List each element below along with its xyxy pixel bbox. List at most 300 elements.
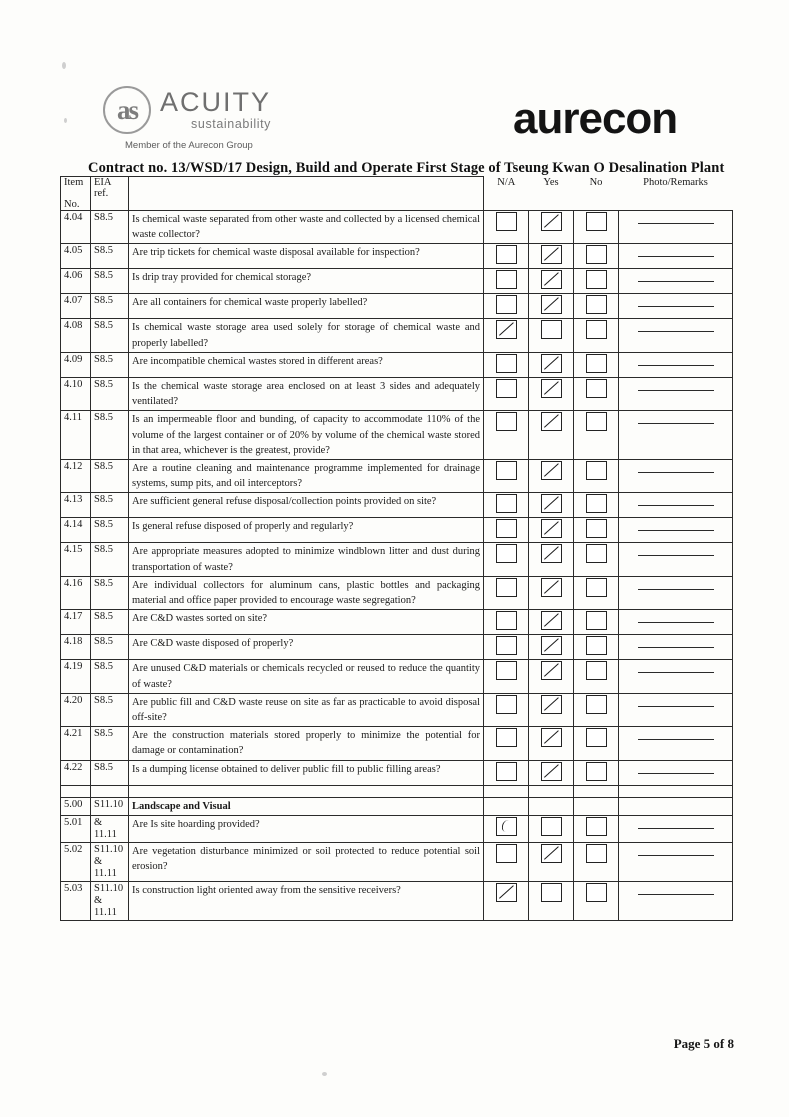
col-header-no-blank: [574, 199, 619, 211]
row-description: Is general refuse disposed of properly and regularly?: [129, 518, 484, 543]
na-cell[interactable]: [484, 660, 529, 693]
remarks-write-line: [638, 578, 714, 590]
na-checkbox[interactable]: [496, 544, 517, 563]
col-header-yes-blank: [529, 199, 574, 211]
yes-cell[interactable]: [529, 459, 574, 492]
yes-checkbox[interactable]: [541, 354, 562, 373]
na-cell[interactable]: [484, 269, 529, 294]
row-eia-ref: S8.5: [91, 294, 129, 319]
col-header-eia: EIA ref.: [91, 177, 129, 200]
no-cell[interactable]: [574, 244, 619, 269]
yes-checkbox[interactable]: [541, 245, 562, 264]
no-cell[interactable]: [574, 352, 619, 377]
yes-cell[interactable]: [529, 269, 574, 294]
photo-remarks-cell[interactable]: [619, 727, 733, 760]
na-cell[interactable]: [484, 493, 529, 518]
row-eia-ref: S8.5: [91, 543, 129, 576]
yes-cell[interactable]: [529, 727, 574, 760]
row-item-no: 4.08: [61, 319, 91, 352]
yes-cell[interactable]: [529, 244, 574, 269]
no-checkbox[interactable]: [586, 212, 607, 231]
na-checkbox[interactable]: [496, 762, 517, 781]
yes-checkbox[interactable]: [541, 844, 562, 863]
no-cell[interactable]: [574, 543, 619, 576]
yes-cell[interactable]: [529, 660, 574, 693]
yes-cell[interactable]: [529, 543, 574, 576]
row-eia-ref: S11.10 & 11.11: [91, 882, 129, 921]
photo-remarks-cell[interactable]: [619, 882, 733, 921]
remarks-write-line: [638, 320, 714, 332]
acuity-mark-icon: as: [103, 86, 151, 134]
spacer-cell: [619, 785, 733, 797]
na-checkbox[interactable]: [496, 295, 517, 314]
row-eia-ref: S8.5: [91, 693, 129, 726]
no-cell[interactable]: [574, 459, 619, 492]
na-cell[interactable]: [484, 352, 529, 377]
yes-cell[interactable]: [529, 635, 574, 660]
scan-speck: [322, 1072, 327, 1076]
table-row: [61, 727, 733, 760]
yes-cell[interactable]: [529, 211, 574, 244]
acuity-logo: [103, 86, 271, 134]
col-header-desc: [129, 177, 484, 200]
row-eia-ref: S8.5: [91, 244, 129, 269]
yes-checkbox[interactable]: [541, 883, 562, 902]
photo-remarks-cell[interactable]: [619, 660, 733, 693]
photo-remarks-cell[interactable]: [619, 294, 733, 319]
acuity-tagline: sustainability: [191, 117, 272, 132]
no-checkbox[interactable]: [586, 354, 607, 373]
yes-cell[interactable]: [529, 815, 574, 842]
col-header-photo-blank: [619, 199, 733, 211]
table-row: [61, 211, 733, 244]
row-item-no: 4.20: [61, 693, 91, 726]
row-description: Is the chemical waste storage area enclosed on at least 3 sides and adequately ventilated?: [129, 377, 484, 410]
na-checkbox[interactable]: [496, 379, 517, 398]
spacer-row: [61, 785, 733, 797]
photo-remarks-cell[interactable]: [619, 244, 733, 269]
row-eia-ref: S8.5: [91, 459, 129, 492]
remarks-write-line: [638, 611, 714, 623]
row-eia-ref: S8.5: [91, 319, 129, 352]
na-checkbox[interactable]: [496, 212, 517, 231]
na-cell[interactable]: [484, 244, 529, 269]
no-checkbox[interactable]: [586, 295, 607, 314]
remarks-write-line: [638, 412, 714, 424]
no-checkbox[interactable]: [586, 844, 607, 863]
table-header-row-2: [61, 199, 733, 211]
row-item-no: 4.07: [61, 294, 91, 319]
remarks-write-line: [638, 661, 714, 673]
row-eia-ref: S8.5: [91, 610, 129, 635]
no-checkbox[interactable]: [586, 320, 607, 339]
checklist-table: [60, 176, 733, 921]
no-cell[interactable]: [574, 660, 619, 693]
photo-remarks-cell[interactable]: [619, 493, 733, 518]
yes-checkbox[interactable]: [541, 519, 562, 538]
row-eia-ref: S11.10: [91, 797, 129, 815]
yes-checkbox[interactable]: [541, 295, 562, 314]
remarks-write-line: [638, 844, 714, 856]
no-checkbox[interactable]: [586, 883, 607, 902]
na-cell[interactable]: [484, 610, 529, 635]
remarks-write-line: [638, 461, 714, 473]
photo-remarks-cell[interactable]: [619, 319, 733, 352]
remarks-write-line: [638, 544, 714, 556]
row-item-no: 4.17: [61, 610, 91, 635]
yes-cell[interactable]: [529, 411, 574, 460]
no-checkbox[interactable]: [586, 461, 607, 480]
no-cell[interactable]: [574, 727, 619, 760]
row-eia-ref: S8.5: [91, 377, 129, 410]
no-checkbox[interactable]: [586, 379, 607, 398]
na-cell[interactable]: [484, 518, 529, 543]
spacer-cell: [129, 785, 484, 797]
na-checkbox[interactable]: [496, 695, 517, 714]
na-checkbox[interactable]: [496, 636, 517, 655]
na-cell[interactable]: [484, 211, 529, 244]
no-checkbox[interactable]: [586, 519, 607, 538]
photo-remarks-cell[interactable]: [619, 610, 733, 635]
yes-checkbox[interactable]: [541, 817, 562, 836]
row-item-no: 4.13: [61, 493, 91, 518]
no-cell[interactable]: [574, 635, 619, 660]
no-cell[interactable]: [574, 760, 619, 785]
yes-cell[interactable]: [529, 518, 574, 543]
row-item-no: 4.12: [61, 459, 91, 492]
photo-remarks-cell[interactable]: [619, 842, 733, 881]
table-row: [61, 576, 733, 609]
spacer-cell: [61, 785, 91, 797]
section-heading: Landscape and Visual: [129, 797, 484, 815]
no-checkbox[interactable]: [586, 636, 607, 655]
row-eia-ref: & 11.11: [91, 815, 129, 842]
yes-checkbox[interactable]: [541, 578, 562, 597]
na-checkbox[interactable]: [496, 354, 517, 373]
row-eia-ref: S8.5: [91, 211, 129, 244]
table-row: [61, 842, 733, 881]
section-blank-cell: [619, 797, 733, 815]
no-checkbox[interactable]: [586, 494, 607, 513]
table-row: [61, 352, 733, 377]
row-item-no: 5.00: [61, 797, 91, 815]
na-checkbox[interactable]: [496, 728, 517, 747]
row-item-no: 5.02: [61, 842, 91, 881]
row-description: Are sufficient general refuse disposal/collection points provided on site?: [129, 493, 484, 518]
row-item-no: 4.06: [61, 269, 91, 294]
na-checkbox[interactable]: [496, 883, 517, 902]
row-item-no: 4.14: [61, 518, 91, 543]
photo-remarks-cell[interactable]: [619, 693, 733, 726]
no-cell[interactable]: [574, 294, 619, 319]
yes-cell[interactable]: [529, 760, 574, 785]
yes-checkbox[interactable]: [541, 379, 562, 398]
no-cell[interactable]: [574, 518, 619, 543]
na-cell[interactable]: [484, 459, 529, 492]
remarks-write-line: [638, 354, 714, 366]
no-cell[interactable]: [574, 882, 619, 921]
na-checkbox[interactable]: [496, 461, 517, 480]
row-eia-ref: S8.5: [91, 269, 129, 294]
na-checkbox[interactable]: [496, 844, 517, 863]
yes-cell[interactable]: [529, 493, 574, 518]
na-checkbox[interactable]: [496, 320, 517, 339]
table-row: [61, 635, 733, 660]
no-checkbox[interactable]: [586, 817, 607, 836]
spacer-cell: [484, 785, 529, 797]
no-cell[interactable]: [574, 377, 619, 410]
yes-checkbox[interactable]: [541, 461, 562, 480]
no-checkbox[interactable]: [586, 544, 607, 563]
row-description: Is chemical waste storage area used solely for storage of chemical waste and properly labelled?: [129, 319, 484, 352]
row-eia-ref-line2: 11.11: [94, 907, 117, 919]
checklist-rows: [61, 211, 733, 921]
photo-remarks-cell[interactable]: [619, 518, 733, 543]
photo-remarks-cell[interactable]: [619, 815, 733, 842]
remarks-write-line: [638, 295, 714, 307]
na-cell[interactable]: [484, 319, 529, 352]
remarks-write-line: [638, 695, 714, 707]
no-cell[interactable]: [574, 576, 619, 609]
remarks-write-line: [638, 270, 714, 282]
table-row: [61, 377, 733, 410]
no-cell[interactable]: [574, 269, 619, 294]
row-description: Are trip tickets for chemical waste disposal available for inspection?: [129, 244, 484, 269]
table-row: [61, 610, 733, 635]
photo-remarks-cell[interactable]: [619, 269, 733, 294]
yes-cell[interactable]: [529, 352, 574, 377]
row-eia-ref: S8.5: [91, 660, 129, 693]
no-cell[interactable]: [574, 411, 619, 460]
na-cell[interactable]: [484, 815, 529, 842]
no-cell[interactable]: [574, 493, 619, 518]
photo-remarks-cell[interactable]: [619, 760, 733, 785]
remarks-write-line: [638, 817, 714, 829]
table-row: [61, 411, 733, 460]
photo-remarks-cell[interactable]: [619, 377, 733, 410]
row-description: Is an impermeable floor and bunding, of capacity to accommodate 110% of the volume of the largest container or of 20% by volume of the chemical waste stored in that area, whichever is the greatest, provide?: [129, 411, 484, 460]
remarks-write-line: [638, 245, 714, 257]
table-row: [61, 518, 733, 543]
no-cell[interactable]: [574, 211, 619, 244]
row-description: Are C&D waste disposed of properly?: [129, 635, 484, 660]
section-blank-cell: [484, 797, 529, 815]
table-row: [61, 493, 733, 518]
yes-cell[interactable]: [529, 693, 574, 726]
row-description: Are a routine cleaning and maintenance programme implemented for drainage systems, sump pits, and oil interceptors?: [129, 459, 484, 492]
spacer-cell: [574, 785, 619, 797]
row-item-no: 4.10: [61, 377, 91, 410]
yes-checkbox[interactable]: [541, 270, 562, 289]
row-item-no: 4.09: [61, 352, 91, 377]
table-row: [61, 660, 733, 693]
no-checkbox[interactable]: [586, 412, 607, 431]
na-checkbox[interactable]: [496, 817, 517, 836]
photo-remarks-cell[interactable]: [619, 543, 733, 576]
no-checkbox[interactable]: [586, 270, 607, 289]
row-item-no: 4.21: [61, 727, 91, 760]
section-blank-cell: [574, 797, 619, 815]
yes-cell[interactable]: [529, 294, 574, 319]
page-title: Contract no. 13/WSD/17 Design, Build and Operate First Stage of Tseung Kwan O Desalination Plant: [88, 160, 725, 176]
na-checkbox[interactable]: [496, 578, 517, 597]
no-checkbox[interactable]: [586, 661, 607, 680]
no-cell[interactable]: [574, 693, 619, 726]
aurecon-logo: aurecon: [513, 94, 678, 143]
photo-remarks-cell[interactable]: [619, 635, 733, 660]
page-number: Page 5 of 8: [673, 1036, 734, 1051]
row-item-no: 4.16: [61, 576, 91, 609]
no-checkbox[interactable]: [586, 695, 607, 714]
row-eia-ref: S8.5: [91, 493, 129, 518]
na-cell[interactable]: [484, 635, 529, 660]
row-description: Is chemical waste separated from other waste and collected by a licensed chemical waste collector?: [129, 211, 484, 244]
remarks-write-line: [638, 762, 714, 774]
table-row: [61, 244, 733, 269]
scan-speck: [62, 62, 66, 69]
no-checkbox[interactable]: [586, 728, 607, 747]
yes-checkbox[interactable]: [541, 412, 562, 431]
row-eia-ref: S8.5: [91, 635, 129, 660]
no-cell[interactable]: [574, 319, 619, 352]
yes-cell[interactable]: [529, 882, 574, 921]
yes-cell[interactable]: [529, 576, 574, 609]
photo-remarks-cell[interactable]: [619, 411, 733, 460]
table-row: [61, 797, 733, 815]
yes-checkbox[interactable]: [541, 611, 562, 630]
no-cell[interactable]: [574, 610, 619, 635]
row-item-no: 4.15: [61, 543, 91, 576]
no-checkbox[interactable]: [586, 762, 607, 781]
no-checkbox[interactable]: [586, 245, 607, 264]
row-description: Are vegetation disturbance minimized or soil protected to reduce potential soil erosion?: [129, 842, 484, 881]
col-header-yes: Yes: [543, 176, 559, 188]
row-description: Are appropriate measures adopted to minimize windblown litter and dust during transportation of waste?: [129, 543, 484, 576]
yes-cell[interactable]: [529, 842, 574, 881]
yes-checkbox[interactable]: [541, 320, 562, 339]
col-header-item-no: No.: [61, 199, 91, 211]
na-cell[interactable]: [484, 294, 529, 319]
row-eia-ref: S8.5: [91, 760, 129, 785]
col-header-desc-blank: [129, 199, 484, 211]
remarks-write-line: [638, 728, 714, 740]
yes-cell[interactable]: [529, 377, 574, 410]
row-description: Are all containers for chemical waste properly labelled?: [129, 294, 484, 319]
col-header-na: N/A: [497, 176, 516, 188]
remarks-write-line: [638, 519, 714, 531]
na-checkbox[interactable]: [496, 245, 517, 264]
col-header-na-blank: [484, 199, 529, 211]
table-row: [61, 543, 733, 576]
na-cell[interactable]: [484, 882, 529, 921]
na-cell[interactable]: [484, 842, 529, 881]
row-description: Are unused C&D materials or chemicals recycled or reused to reduce the quantity of waste?: [129, 660, 484, 693]
photo-remarks-cell[interactable]: [619, 211, 733, 244]
row-item-no: 4.18: [61, 635, 91, 660]
row-item-no: 4.22: [61, 760, 91, 785]
table-row: [61, 760, 733, 785]
row-eia-ref-line2: 11.11: [94, 868, 117, 880]
col-header-item: Item: [61, 177, 91, 200]
row-description: Are incompatible chemical wastes stored in different areas?: [129, 352, 484, 377]
page-footer: [0, 1036, 734, 1052]
remarks-write-line: [638, 883, 714, 895]
row-description: Are Is site hoarding provided?: [129, 815, 484, 842]
section-blank-cell: [529, 797, 574, 815]
row-item-no: 4.11: [61, 411, 91, 460]
na-cell[interactable]: [484, 411, 529, 460]
table-row: [61, 294, 733, 319]
table-row: [61, 459, 733, 492]
no-checkbox[interactable]: [586, 611, 607, 630]
photo-remarks-cell[interactable]: [619, 459, 733, 492]
yes-checkbox[interactable]: [541, 544, 562, 563]
row-eia-ref: S8.5: [91, 518, 129, 543]
row-item-no: 4.05: [61, 244, 91, 269]
table-row: [61, 269, 733, 294]
row-description: Is construction light oriented away from the sensitive receivers?: [129, 882, 484, 921]
row-item-no: 5.01: [61, 815, 91, 842]
yes-checkbox[interactable]: [541, 728, 562, 747]
no-cell[interactable]: [574, 842, 619, 881]
table-row: [61, 319, 733, 352]
col-header-no: No: [589, 176, 603, 188]
remarks-write-line: [638, 212, 714, 224]
na-cell[interactable]: [484, 543, 529, 576]
photo-remarks-cell[interactable]: [619, 352, 733, 377]
na-checkbox[interactable]: [496, 412, 517, 431]
na-cell[interactable]: [484, 760, 529, 785]
yes-cell[interactable]: [529, 319, 574, 352]
yes-cell[interactable]: [529, 610, 574, 635]
no-cell[interactable]: [574, 815, 619, 842]
remarks-write-line: [638, 379, 714, 391]
document-header: [0, 78, 789, 158]
na-cell[interactable]: [484, 727, 529, 760]
table-row: [61, 882, 733, 921]
na-checkbox[interactable]: [496, 661, 517, 680]
na-checkbox[interactable]: [496, 270, 517, 289]
na-cell[interactable]: [484, 693, 529, 726]
acuity-name: ACUITY: [160, 87, 272, 118]
na-cell[interactable]: [484, 377, 529, 410]
row-item-no: 4.04: [61, 211, 91, 244]
row-description: Are C&D wastes sorted on site?: [129, 610, 484, 635]
yes-checkbox[interactable]: [541, 636, 562, 655]
yes-checkbox[interactable]: [541, 695, 562, 714]
row-eia-ref: S8.5: [91, 411, 129, 460]
no-checkbox[interactable]: [586, 578, 607, 597]
yes-checkbox[interactable]: [541, 494, 562, 513]
yes-checkbox[interactable]: [541, 212, 562, 231]
na-checkbox[interactable]: [496, 519, 517, 538]
na-cell[interactable]: [484, 576, 529, 609]
row-eia-ref: S8.5: [91, 727, 129, 760]
row-eia-ref: S11.10 & 11.11: [91, 842, 129, 881]
row-description: Are public fill and C&D waste reuse on site as far as practicable to avoid disposal off-site?: [129, 693, 484, 726]
photo-remarks-cell[interactable]: [619, 576, 733, 609]
na-checkbox[interactable]: [496, 494, 517, 513]
yes-checkbox[interactable]: [541, 762, 562, 781]
na-checkbox[interactable]: [496, 611, 517, 630]
row-description: Is a dumping license obtained to deliver public fill to public filling areas?: [129, 760, 484, 785]
row-description: Is drip tray provided for chemical storage?: [129, 269, 484, 294]
remarks-write-line: [638, 636, 714, 648]
table-header-row: [61, 177, 733, 200]
row-description: Are the construction materials stored properly to minimize the potential for damage or contamination?: [129, 727, 484, 760]
yes-checkbox[interactable]: [541, 661, 562, 680]
col-header-photo: Photo/Remarks: [643, 176, 708, 188]
